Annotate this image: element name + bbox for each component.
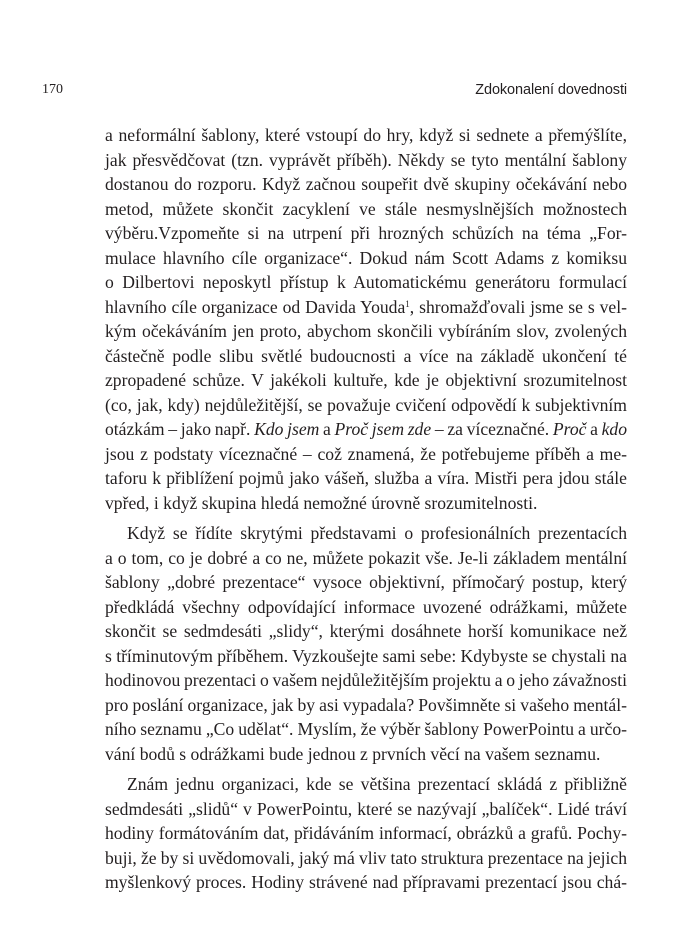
text-line	[105, 270, 627, 295]
text-line	[105, 123, 627, 148]
text-run: kým očekáváním jen proto, abychom skončili vybíráním slov, zvolených	[105, 321, 627, 341]
text-run: šablony „dobré prezentace“ vysoce objektivní, přímočarý postup, který	[105, 572, 627, 592]
text-run: hlavního cíle organizace od Davida Youda	[105, 296, 406, 317]
text-line	[105, 148, 627, 173]
text-line	[105, 772, 627, 797]
text-line	[105, 417, 627, 442]
text-run: metod, můžete skončit zacyklení ve stále nesmyslnějších možnostech	[105, 198, 627, 219]
text-run: mulace hlavního cíle organizace“. Dokud nám Scott Adams z komiksu	[105, 247, 627, 268]
text-run: s tříminutovým příběhem. Vyzkoušejte sami sebe: Kdybyste se chystali na	[105, 645, 627, 666]
text-run: předkládá všechny odpovídající informace uvozené odrážkami, můžete	[105, 596, 627, 617]
text-run: – za víceznačné.	[431, 419, 553, 439]
text-run: , shromažďovali jsme se s vel-	[409, 296, 627, 317]
text-run: výběru.Vzpomeňte si na utrpení při hrozných schůzích na téma „For-	[105, 223, 627, 243]
paragraph	[105, 772, 627, 895]
text-run: ního seznamu „Co udělat“. Myslím, že výběr šablony PowerPointu a určo-	[105, 719, 627, 739]
text-run: o Dilbertovi neposkytl přístup k Automatickému generátoru formulací	[105, 272, 627, 292]
text-run: otázkám – jako např.	[105, 419, 255, 439]
page-number: 170	[42, 82, 63, 97]
text-line	[105, 595, 627, 620]
text-line	[105, 821, 627, 846]
text-run: buji, že by si uvědomovali, jaký má vliv tato struktura prezentace na jejich	[105, 847, 627, 868]
text-run: sedmdesáti „slidů“ v PowerPointu, které se nazývají „balíček“. Lidé tráví	[105, 798, 627, 819]
text-run: taforu k přiblížení pojmů jako vášeň, služba a víra. Mistři pera jdou stále	[105, 468, 627, 488]
text-run: částečně podle slibu světlé budoucnosti a více na základě ukončení té	[105, 345, 627, 366]
text-line	[105, 693, 627, 718]
text-line	[105, 619, 627, 644]
footnote-marker[interactable]: 1	[405, 298, 410, 309]
text-run: myšlenkový proces. Hodiny strávené nad přípravami prezentací jsou chá-	[105, 872, 627, 892]
text-line	[105, 546, 627, 571]
body-text	[105, 123, 627, 901]
text-line	[105, 644, 627, 669]
text-line	[105, 717, 627, 742]
italic-text: Proč jsem zde	[334, 419, 432, 439]
text-run: a o tom, co je dobré a co ne, můžete pokazit vše. Je-li základem mentální	[105, 547, 627, 568]
text-run: skončit se sedmdesáti „slidy“, kterými dosáhnete horší komunikace než	[105, 621, 627, 641]
text-run: Když se řídíte skrytými představami o profesionálních prezentacích	[127, 523, 627, 543]
text-line	[105, 442, 627, 467]
text-line	[105, 797, 627, 822]
text-run: hodinovou prezentaci o vašem nejdůležitějším projektu a o jeho závažnosti	[105, 670, 627, 690]
text-line	[105, 221, 627, 246]
text-line	[105, 870, 627, 895]
running-header	[42, 80, 627, 100]
text-line	[105, 197, 627, 222]
text-line	[105, 668, 627, 693]
text-run: (co, jak, kdy) nejdůležitější, se považuje cvičení odpovědí k subjektivním	[105, 394, 627, 415]
text-line	[105, 246, 627, 271]
text-run: jsou z podstaty víceznačné – což znamená, že potřebujeme příběh a me-	[105, 443, 627, 464]
text-line	[105, 172, 627, 197]
text-run: vpřed, i když skupina hledá nemožné úrovně srozumitelnosti.	[105, 492, 538, 513]
text-line	[105, 393, 627, 418]
text-line	[105, 491, 627, 516]
text-run: a	[586, 419, 602, 439]
paragraph	[105, 521, 627, 766]
text-run: a	[319, 419, 335, 439]
text-line	[105, 344, 627, 369]
text-line	[105, 319, 627, 344]
text-run: Znám jednu organizaci, kde se většina prezentací skládá z přibližně	[127, 774, 627, 794]
italic-text: Kdo jsem	[254, 419, 320, 439]
text-run: hodiny formátováním dat, přidáváním informací, obrázků a grafů. Pochy-	[105, 823, 627, 843]
text-line	[105, 846, 627, 871]
text-run: jak přesvědčovat (tzn. vyprávět příběh). Někdy se tyto mentální šablony	[105, 149, 627, 170]
italic-text: kdo	[601, 419, 628, 439]
text-line	[105, 295, 627, 320]
text-line	[105, 466, 627, 491]
text-run: vání bodů s odrážkami bude jednou z prvních věcí na vašem seznamu.	[105, 743, 601, 764]
text-line	[105, 742, 627, 767]
text-run: pro poslání organizace, jak by asi vypadala? Povšimněte si vašeho mentál-	[105, 694, 627, 715]
text-run: dostanou do rozporu. Když začnou soupeřit dvě skupiny očekávání nebo	[105, 174, 627, 194]
text-line	[105, 570, 627, 595]
text-line	[105, 521, 627, 546]
text-run: a neformální šablony, které vstoupí do hry, když si sednete a přemýšlíte,	[105, 125, 627, 145]
paragraph	[105, 123, 627, 515]
running-title: Zdokonalení dovednosti	[475, 82, 627, 98]
text-line	[105, 368, 627, 393]
text-run: zpropadené schůze. V jakékoli kultuře, kde je objektivní srozumitelnost	[105, 370, 627, 390]
italic-text: Proč	[552, 419, 587, 439]
